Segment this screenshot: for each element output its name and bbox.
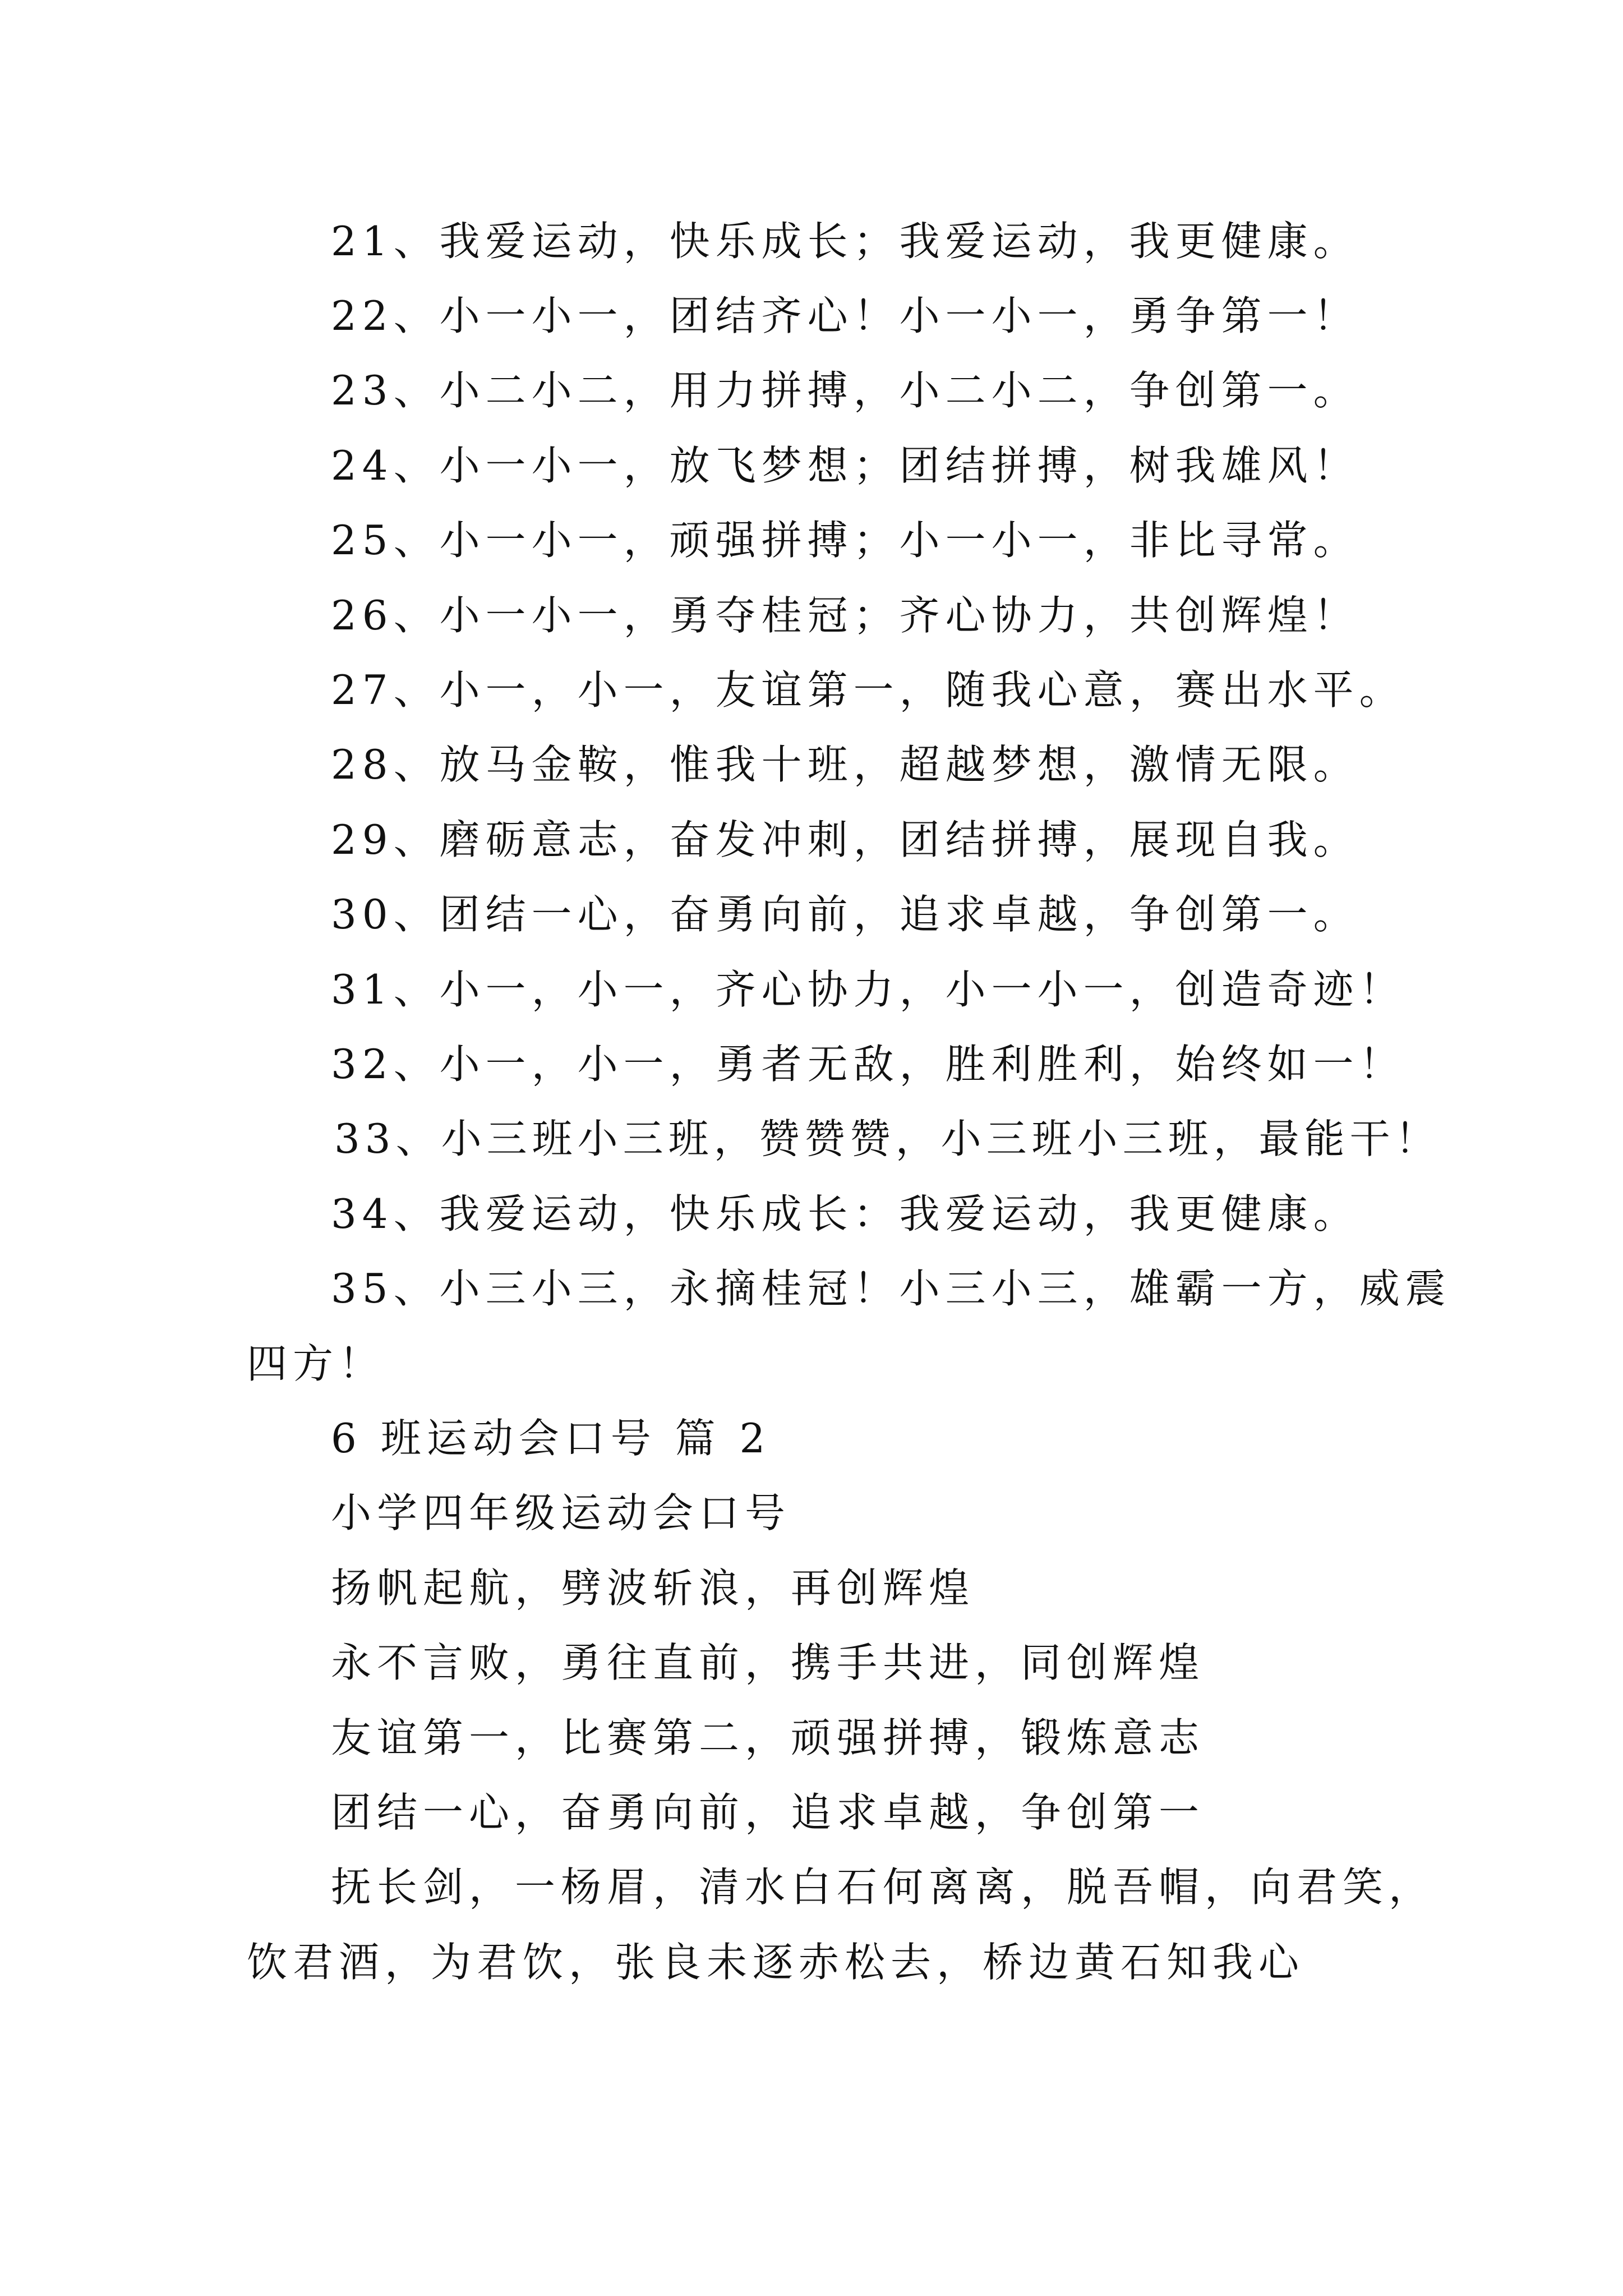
slogan-line: 友谊第一，比赛第二，顽强拼搏，锻炼意志 (331, 1714, 1205, 1761)
slogan-30: 30、团结一心，奋勇向前，追求卓越，争创第一。 (331, 891, 1359, 938)
slogan-24: 24、小一小一，放飞梦想；团结拼搏，树我雄风！ (331, 442, 1359, 489)
slogan-35-continuation: 四方！ (247, 1340, 385, 1387)
poem-line: 抚长剑，一杨眉，清水白石何离离，脱吾帽，向君笑， (331, 1864, 1435, 1911)
section-heading: 6 班运动会口号 篇 2 (331, 1415, 771, 1462)
slogan-29: 29、磨砺意志，奋发冲刺，团结拼搏，展现自我。 (331, 816, 1359, 863)
slogan-32: 32、小一，小一，勇者无敌，胜利胜利，始终如一！ (331, 1041, 1405, 1088)
slogan-34: 34、我爱运动，快乐成长：我爱运动，我更健康。 (331, 1190, 1359, 1237)
slogan-31: 31、小一，小一，齐心协力，小一小一，创造奇迹！ (331, 966, 1405, 1013)
slogan-27: 27、小一，小一，友谊第一，随我心意，赛出水平。 (331, 666, 1405, 714)
slogan-25: 25、小一小一，顽强拼搏；小一小一，非比寻常。 (331, 517, 1359, 564)
poem-line: 饮君酒，为君饮，张良未逐赤松去，桥边黄石知我心 (247, 1939, 1305, 1986)
slogan-21: 21、我爱运动，快乐成长；我爱运动，我更健康。 (331, 218, 1359, 265)
subheading: 小学四年级运动会口号 (331, 1489, 791, 1536)
slogan-line: 团结一心，奋勇向前，追求卓越，争创第一 (331, 1789, 1205, 1836)
slogan-35: 35、小三小三，永摘桂冠！小三小三，雄霸一方，威震 (331, 1265, 1451, 1312)
slogan-33: 33、小三班小三班，赞赞赞，小三班小三班，最能干！ (334, 1115, 1441, 1162)
slogan-26: 26、小一小一，勇夺桂冠；齐心协力，共创辉煌！ (331, 592, 1359, 639)
slogan-22: 22、小一小一，团结齐心！小一小一，勇争第一！ (331, 292, 1359, 339)
slogan-23: 23、小二小二，用力拼搏，小二小二，争创第一。 (331, 367, 1359, 414)
slogan-line: 扬帆起航，劈波斩浪，再创辉煌 (331, 1565, 975, 1612)
slogan-28: 28、放马金鞍，惟我十班，超越梦想，激情无限。 (331, 741, 1359, 788)
slogan-line: 永不言败，勇往直前，携手共进，同创辉煌 (331, 1639, 1205, 1686)
